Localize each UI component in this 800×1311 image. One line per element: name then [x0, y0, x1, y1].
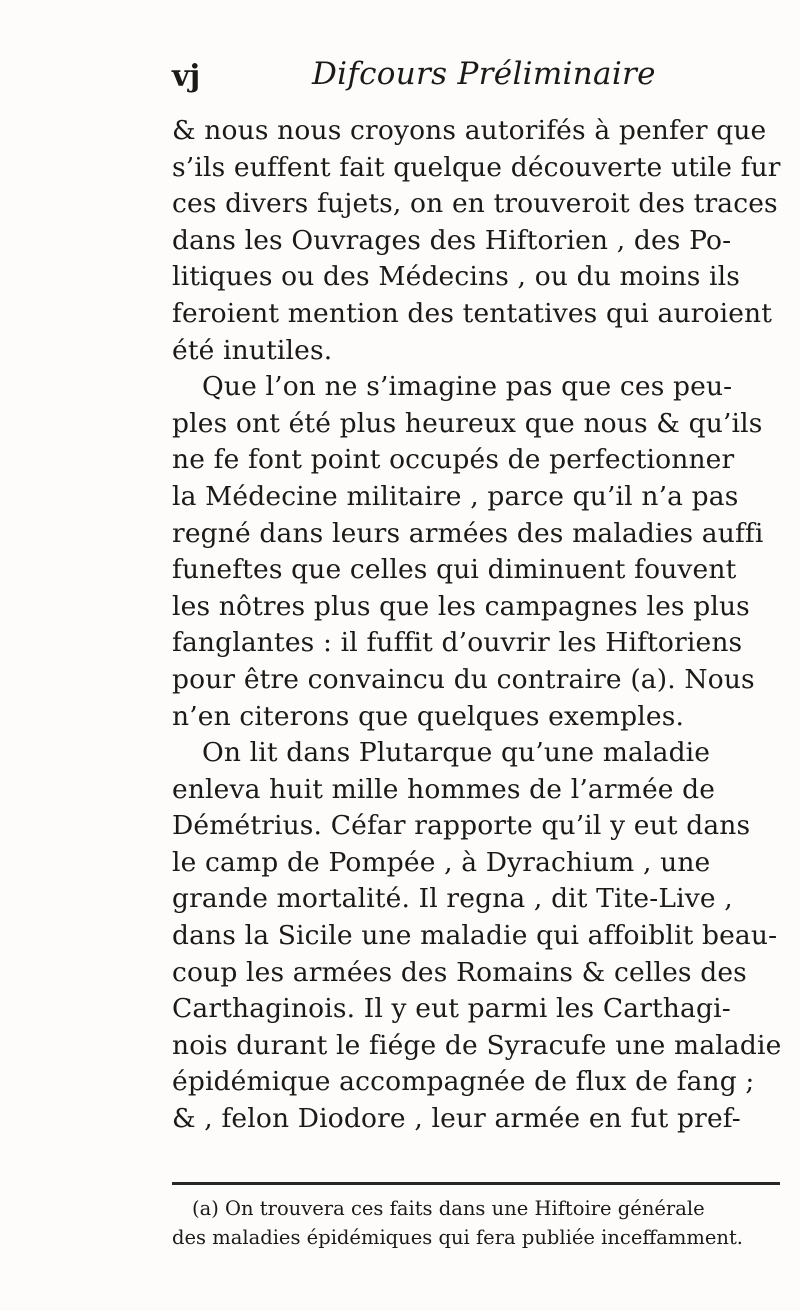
text-line: & , felon Diodore , leur armée en fut pref-: [172, 1103, 741, 1135]
footnote-divider: [172, 1182, 780, 1185]
paragraph-start-line: Que l’on ne s’imagine pas que ces peu-: [202, 371, 733, 403]
text-line: pour être convaincu du contraire (a). Nous: [172, 663, 755, 695]
text-line: nois durant le fiége de Syracufe une maladie: [172, 1029, 782, 1061]
text-line: été inutiles.: [172, 334, 333, 366]
text-line: dans les Ouvrages des Hiftorien , des Po-: [172, 224, 732, 256]
text-line: ces divers fujets, on en trouveroit des traces: [172, 188, 778, 220]
text-line: ne fe font point occupés de perfectionner: [172, 444, 735, 476]
text-line: s’ils euffent fait quelque découverte utile fur: [172, 151, 781, 183]
text-line: les nôtres plus que les campagnes les plus: [172, 590, 750, 622]
text-line: dans la Sicile une maladie qui affoiblit beau-: [172, 920, 778, 952]
text-line: fanglantes : il fuffit d’ouvrir les Hiftoriens: [172, 627, 743, 659]
text-line: la Médecine militaire , parce qu’il n’a pas: [172, 480, 739, 512]
page-header: [172, 56, 730, 102]
text-line: funeftes que celles qui diminuent fouvent: [172, 554, 737, 586]
text-line: & nous nous croyons autorifés à penfer que: [172, 115, 767, 146]
text-line: Démétrius. Céfar rapporte qu’il y eut dans: [172, 810, 751, 842]
text-line: grande mortalité. Il regna , dit Tite-Live ,: [172, 883, 733, 915]
text-line: coup les armées des Romains & celles des: [172, 956, 747, 988]
body-text: [172, 113, 800, 1138]
text-line: n’en citerons que quelques exemples.: [172, 700, 685, 732]
text-line: feroient mention des tentatives qui auroient: [172, 297, 773, 329]
text-line: regné dans leurs armées des maladies auffi: [172, 517, 764, 549]
running-title: Difcours Préliminaire: [312, 56, 656, 92]
text-line: litiques ou des Médecins , ou du moins ils: [172, 261, 741, 293]
text-line: épidémique accompagnée de flux de fang ;: [172, 1066, 755, 1098]
text-line: enleva huit mille hommes de l’armée de: [172, 773, 716, 805]
paragraph-start-line: On lit dans Plutarque qu’une maladie: [202, 737, 711, 769]
text-line: Carthaginois. Il y eut parmi les Carthagi-: [172, 993, 731, 1025]
text-line: le camp de Pompée , à Dyrachium , une: [172, 846, 711, 878]
text-line: ples ont été plus heureux que nous & qu’ils: [172, 407, 763, 439]
footnote-line: (a) On trouvera ces faits dans une Hiftoire générale: [192, 1197, 705, 1220]
footnote-line: des maladies épidémiques qui fera publiée inceffamment.: [172, 1226, 743, 1249]
footnote: [172, 1194, 792, 1252]
page-number: vj: [172, 59, 201, 94]
